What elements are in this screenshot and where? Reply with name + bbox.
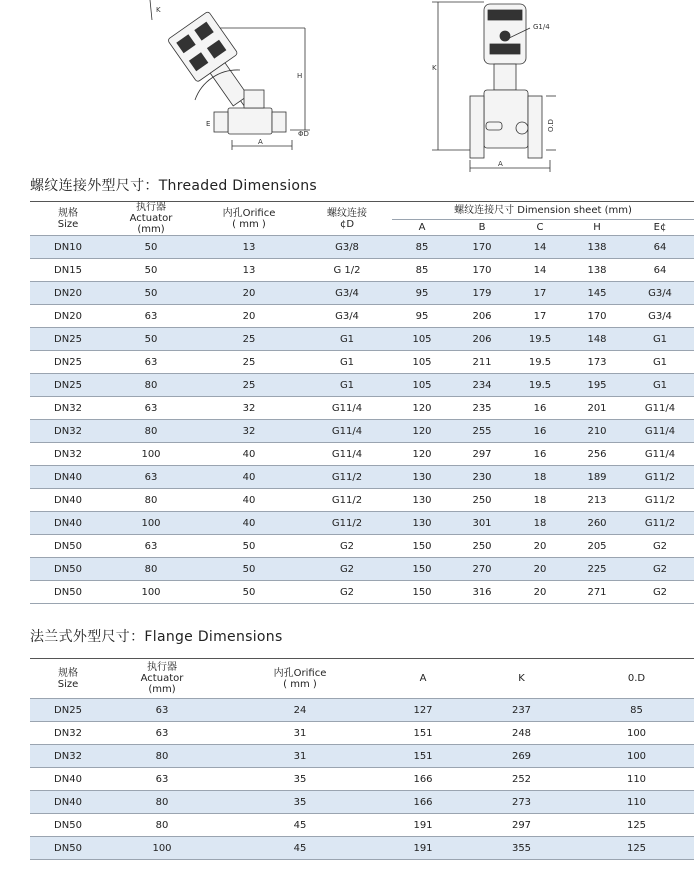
table-cell: 150 [392,558,452,581]
table-cell: 211 [452,351,512,374]
table-cell: 80 [106,791,218,814]
table-cell: 80 [106,420,196,443]
table-cell: 35 [218,768,382,791]
table-cell: 13 [196,236,302,259]
threaded-table-body [30,236,694,604]
table-cell: G1 [626,351,694,374]
table-cell: 256 [568,443,626,466]
threaded-section-title: 螺纹连接外型尺寸：Threaded Dimensions [30,178,318,194]
table-cell: G3/4 [302,282,392,305]
table-cell: 19.5 [512,328,568,351]
table-cell: G2 [626,558,694,581]
table-row [30,397,694,420]
threaded-valve-drawing [150,0,310,150]
table-cell: DN50 [30,558,106,581]
table-cell: 189 [568,466,626,489]
drawing-label-e: E [206,120,211,128]
table-cell: 25 [196,351,302,374]
table-cell: 170 [568,305,626,328]
table-cell: 138 [568,236,626,259]
table-cell: DN32 [30,722,106,745]
table-cell: 100 [579,722,694,745]
drawing-label-od: O.D [547,119,555,132]
table-cell: 237 [464,699,579,722]
table-cell: 35 [218,791,382,814]
table-cell: 100 [106,512,196,535]
table-cell: 151 [382,722,464,745]
table-cell: 138 [568,259,626,282]
table-cell: G11/2 [626,512,694,535]
table-cell: 205 [568,535,626,558]
table-row [30,282,694,305]
table-cell: 50 [106,236,196,259]
table-cell: G11/4 [626,443,694,466]
table-cell: 206 [452,305,512,328]
table-cell: 63 [106,397,196,420]
table-cell: 235 [452,397,512,420]
table-row [30,420,694,443]
table-cell: 85 [579,699,694,722]
flange-header-size: 规格 Size [30,659,106,699]
table-cell: 110 [579,791,694,814]
table-cell: 170 [452,236,512,259]
table-cell: 32 [196,420,302,443]
table-cell: DN50 [30,837,106,860]
table-cell: 120 [392,443,452,466]
table-row [30,558,694,581]
table-cell: DN25 [30,351,106,374]
table-cell: 16 [512,443,568,466]
table-cell: 127 [382,699,464,722]
table-cell: 80 [106,558,196,581]
table-cell: 20 [196,305,302,328]
table-cell: 270 [452,558,512,581]
table-row [30,535,694,558]
table-row [30,259,694,282]
table-cell: 50 [196,581,302,604]
table-cell: 40 [196,489,302,512]
table-cell: 130 [392,489,452,512]
drawing-label-g14: G1/4 [533,23,550,31]
technical-drawings [0,0,700,172]
table-cell: 32 [196,397,302,420]
table-row [30,351,694,374]
table-cell: 206 [452,328,512,351]
drawing-label-k: K [156,6,161,14]
table-cell: 24 [218,699,382,722]
table-cell: DN50 [30,814,106,837]
table-cell: G3/4 [626,282,694,305]
table-cell: 20 [196,282,302,305]
table-row [30,745,694,768]
table-cell: 40 [196,443,302,466]
table-row [30,466,694,489]
table-cell: G11/2 [626,466,694,489]
table-cell: 225 [568,558,626,581]
table-cell: 148 [568,328,626,351]
table-cell: DN20 [30,282,106,305]
table-row [30,489,694,512]
table-cell: 297 [464,814,579,837]
table-cell: 301 [452,512,512,535]
table-cell: 195 [568,374,626,397]
table-cell: G11/4 [626,420,694,443]
table-cell: DN40 [30,489,106,512]
flange-dimensions-table [30,658,694,860]
flange-section-title: 法兰式外型尺寸：Flange Dimensions [30,629,283,645]
table-cell: 20 [512,581,568,604]
table-cell: 273 [464,791,579,814]
table-cell: 210 [568,420,626,443]
table-cell: 260 [568,512,626,535]
table-cell: 63 [106,722,218,745]
table-cell: 80 [106,745,218,768]
header-col-c: C [512,220,568,236]
table-cell: 31 [218,722,382,745]
drawing-label-a-right: A [498,160,503,168]
flange-header-col-a: A [382,659,464,699]
table-cell: G1 [626,374,694,397]
table-cell: G2 [302,581,392,604]
flange-header-col-od: 0.D [579,659,694,699]
table-cell: G1 [302,374,392,397]
table-cell: 100 [106,837,218,860]
table-cell: G3/4 [626,305,694,328]
table-cell: 105 [392,374,452,397]
table-cell: G11/2 [302,489,392,512]
table-cell: 250 [452,489,512,512]
table-cell: 125 [579,814,694,837]
table-cell: 14 [512,259,568,282]
flange-header-actuator: 执行器 Actuator (mm) [106,659,218,699]
table-cell: G1 [302,351,392,374]
table-cell: G11/2 [626,489,694,512]
table-cell: DN25 [30,328,106,351]
table-cell: 271 [568,581,626,604]
table-cell: DN32 [30,397,106,420]
table-row [30,305,694,328]
header-orifice: 内孔Orifice ( mm ) [196,202,302,236]
table-cell: G2 [626,535,694,558]
table-cell: DN25 [30,374,106,397]
drawing-label-d: ΦD [298,130,309,138]
table-cell: 130 [392,512,452,535]
table-cell: DN32 [30,745,106,768]
table-cell: G2 [626,581,694,604]
table-cell: G11/4 [626,397,694,420]
table-cell: 120 [392,397,452,420]
table-cell: 17 [512,282,568,305]
table-cell: 100 [106,443,196,466]
table-cell: 250 [452,535,512,558]
table-row [30,699,694,722]
table-cell: 150 [392,535,452,558]
table-cell: 16 [512,420,568,443]
drawing-label-k-right: K [432,64,437,72]
table-cell: 18 [512,489,568,512]
table-cell: 85 [392,236,452,259]
table-cell: 191 [382,814,464,837]
table-cell: G2 [302,558,392,581]
table-cell: 25 [196,374,302,397]
table-row [30,581,694,604]
table-cell: 130 [392,466,452,489]
table-cell: 120 [392,420,452,443]
header-actuator: 执行器 Actuator (mm) [106,202,196,236]
table-cell: G3/8 [302,236,392,259]
table-cell: 14 [512,236,568,259]
table-cell: 45 [218,837,382,860]
table-cell: DN40 [30,466,106,489]
table-cell: 191 [382,837,464,860]
table-row [30,722,694,745]
table-cell: 63 [106,466,196,489]
table-cell: 31 [218,745,382,768]
table-cell: 50 [196,535,302,558]
table-cell: DN10 [30,236,106,259]
flange-table-body [30,699,694,860]
table-cell: 170 [452,259,512,282]
table-cell: 80 [106,489,196,512]
table-cell: 151 [382,745,464,768]
table-cell: 64 [626,236,694,259]
table-cell: 18 [512,512,568,535]
table-cell: DN15 [30,259,106,282]
table-cell: G1 [302,328,392,351]
table-cell: 50 [106,328,196,351]
table-cell: G11/2 [302,512,392,535]
table-cell: 80 [106,374,196,397]
table-cell: 105 [392,328,452,351]
table-cell: G11/4 [302,397,392,420]
flange-header-orifice: 内孔Orifice ( mm ) [218,659,382,699]
table-cell: 255 [452,420,512,443]
table-cell: 20 [512,535,568,558]
table-row [30,814,694,837]
table-row [30,768,694,791]
table-cell: DN40 [30,768,106,791]
table-cell: DN32 [30,443,106,466]
table-cell: DN50 [30,535,106,558]
table-cell: 63 [106,535,196,558]
table-cell: 166 [382,791,464,814]
table-cell: 25 [196,328,302,351]
table-cell: 16 [512,397,568,420]
table-row [30,443,694,466]
table-cell: 173 [568,351,626,374]
table-cell: 95 [392,305,452,328]
table-cell: 17 [512,305,568,328]
table-cell: 63 [106,699,218,722]
table-cell: 100 [579,745,694,768]
table-cell: 20 [512,558,568,581]
table-cell: 13 [196,259,302,282]
table-cell: 45 [218,814,382,837]
table-cell: 145 [568,282,626,305]
drawing-label-h: H [297,72,303,80]
table-cell: 50 [106,259,196,282]
table-cell: 201 [568,397,626,420]
table-cell: DN20 [30,305,106,328]
header-thread: 螺纹连接 ¢D [302,202,392,236]
table-cell: 125 [579,837,694,860]
table-cell: 63 [106,768,218,791]
table-cell: 85 [392,259,452,282]
table-row [30,791,694,814]
table-cell: 64 [626,259,694,282]
table-cell: 19.5 [512,351,568,374]
table-cell: G3/4 [302,305,392,328]
table-cell: 234 [452,374,512,397]
table-row [30,374,694,397]
table-cell: 40 [196,512,302,535]
header-col-h: H [568,220,626,236]
table-row [30,328,694,351]
table-cell: 252 [464,768,579,791]
table-cell: 166 [382,768,464,791]
table-cell: G11/4 [302,420,392,443]
table-cell: DN32 [30,420,106,443]
table-cell: 105 [392,351,452,374]
table-cell: 297 [452,443,512,466]
table-cell: DN40 [30,791,106,814]
table-cell: DN25 [30,699,106,722]
header-col-e: E¢ [626,220,694,236]
table-cell: 18 [512,466,568,489]
header-size: 规格 Size [30,202,106,236]
table-row [30,512,694,535]
table-cell: 213 [568,489,626,512]
table-cell: G11/4 [302,443,392,466]
threaded-dimensions-table [30,201,694,604]
table-cell: 269 [464,745,579,768]
table-cell: 355 [464,837,579,860]
table-cell: 50 [196,558,302,581]
table-cell: 100 [106,581,196,604]
table-cell: 40 [196,466,302,489]
table-cell: G2 [302,535,392,558]
table-cell: 95 [392,282,452,305]
table-cell: 110 [579,768,694,791]
table-row [30,236,694,259]
table-cell: 179 [452,282,512,305]
table-cell: 316 [452,581,512,604]
flange-header-col-k: K [464,659,579,699]
drawing-label-a: A [258,138,263,146]
header-col-b: B [452,220,512,236]
table-row [30,837,694,860]
table-cell: 50 [106,282,196,305]
table-cell: 63 [106,351,196,374]
table-cell: 80 [106,814,218,837]
table-cell: 248 [464,722,579,745]
table-cell: G 1/2 [302,259,392,282]
table-cell: DN40 [30,512,106,535]
table-cell: 19.5 [512,374,568,397]
table-cell: G1 [626,328,694,351]
table-cell: DN50 [30,581,106,604]
table-cell: G11/2 [302,466,392,489]
header-dimension-sheet: 螺纹连接尺寸 Dimension sheet (mm) [392,202,694,220]
header-col-a: A [392,220,452,236]
table-cell: 63 [106,305,196,328]
table-cell: 150 [392,581,452,604]
table-cell: 230 [452,466,512,489]
